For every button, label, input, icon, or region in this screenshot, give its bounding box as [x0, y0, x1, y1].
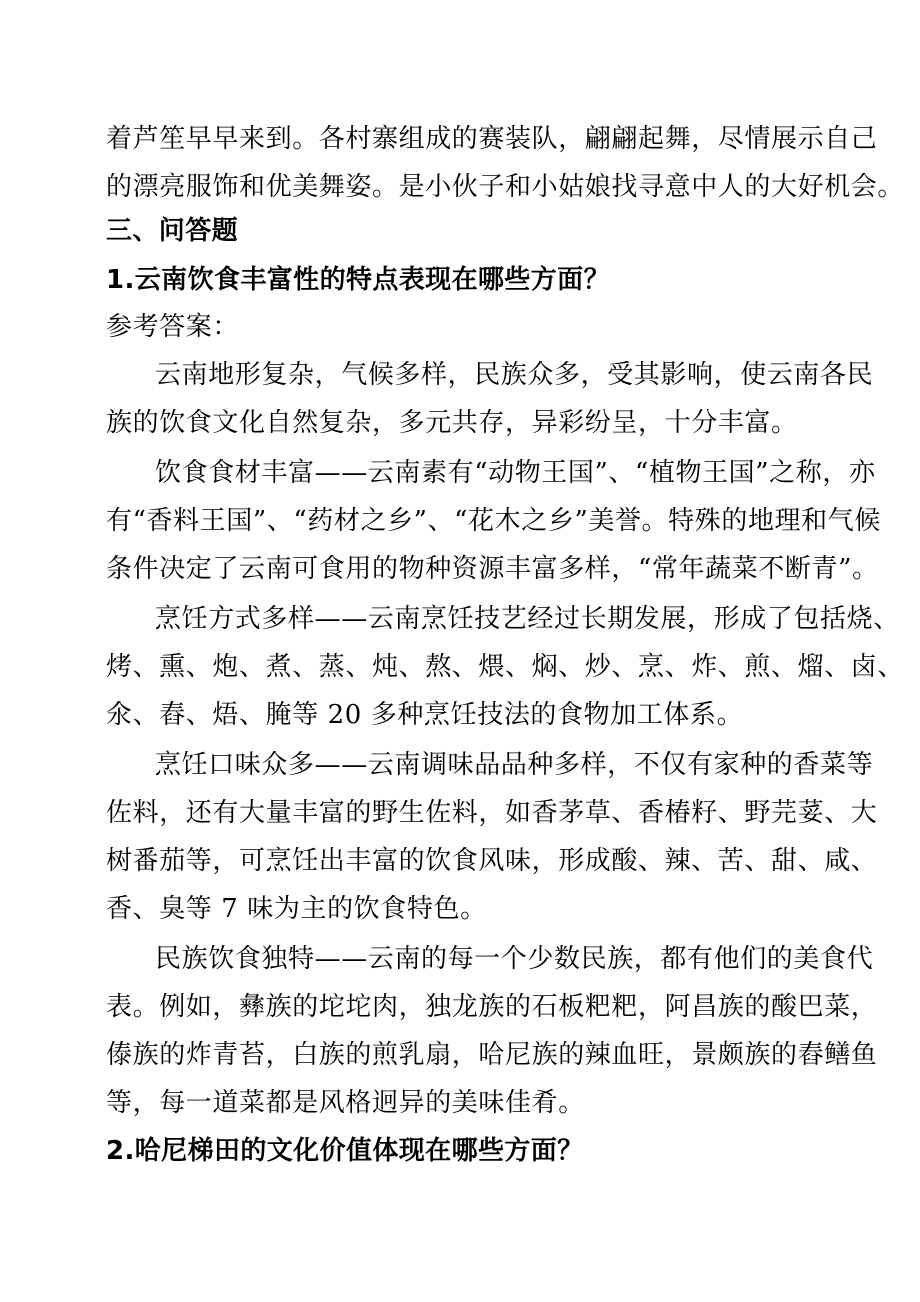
paragraph-line: 烹饪口味众多——云南调味品品种多样，不仅有家种的香菜等	[155, 750, 874, 780]
paragraph-line: 烹饪方式多样——云南烹饪技艺经过长期发展，形成了包括烧、	[155, 604, 900, 634]
question-heading: 1.云南饮食丰富性的特点表现在哪些方面？	[106, 265, 610, 295]
paragraph-line: 佐料，还有大量丰富的野生佐料，如香茅草、香椿籽、野芫荽、大	[106, 798, 878, 828]
paragraph-line: 傣族的炸青苔，白族的煎乳扇，哈尼族的辣血旺，景颇族的舂鳝鱼	[106, 1040, 878, 1070]
paragraph-line: 条件决定了云南可食用的物种资源丰富多样，“常年蔬菜不断青”。	[106, 554, 879, 584]
paragraph-line: 等，每一道菜都是风格迥异的美味佳肴。	[106, 1088, 585, 1118]
paragraph-line: 树番茄等，可烹饪出丰富的饮食风味，形成酸、辣、苦、甜、咸、	[106, 846, 878, 876]
section-heading: 三、问答题	[106, 216, 239, 246]
question-heading: 2.哈尼梯田的文化价值体现在哪些方面？	[106, 1136, 584, 1166]
paragraph-line: 表。例如，彝族的坨坨肉，独龙族的石板粑粑，阿昌族的酸巴菜，	[106, 992, 878, 1022]
paragraph-line: 的漂亮服饰和优美舞姿。是小伙子和小姑娘找寻意中人的大好机会。	[106, 172, 905, 202]
paragraph-line: 氽、舂、焐、腌等 20 多种烹饪技法的食物加工体系。	[106, 700, 744, 730]
paragraph-line: 有“香料王国”、“药材之乡”、“花木之乡”美誉。特殊的地理和气候	[106, 506, 881, 536]
paragraph-line: 香、臭等 7 味为主的饮食特色。	[106, 894, 487, 924]
paragraph-line: 烤、熏、炮、煮、蒸、炖、熬、煨、焖、炒、烹、炸、煎、熘、卤、	[106, 652, 905, 682]
answer-label: 参考答案：	[106, 312, 240, 342]
paragraph-line: 民族饮食独特——云南的每一个少数民族，都有他们的美食代	[155, 944, 874, 974]
paragraph-line: 云南地形复杂，气候多样，民族众多，受其影响，使云南各民	[155, 360, 874, 390]
paragraph-line: 饮食食材丰富——云南素有“动物王国”、“植物王国”之称，亦	[155, 458, 876, 488]
paragraph-line: 着芦笙早早来到。各村寨组成的赛装队，翩翩起舞，尽情展示自己	[106, 124, 878, 154]
paragraph-line: 族的饮食文化自然复杂，多元共存，异彩纷呈，十分丰富。	[106, 408, 798, 438]
